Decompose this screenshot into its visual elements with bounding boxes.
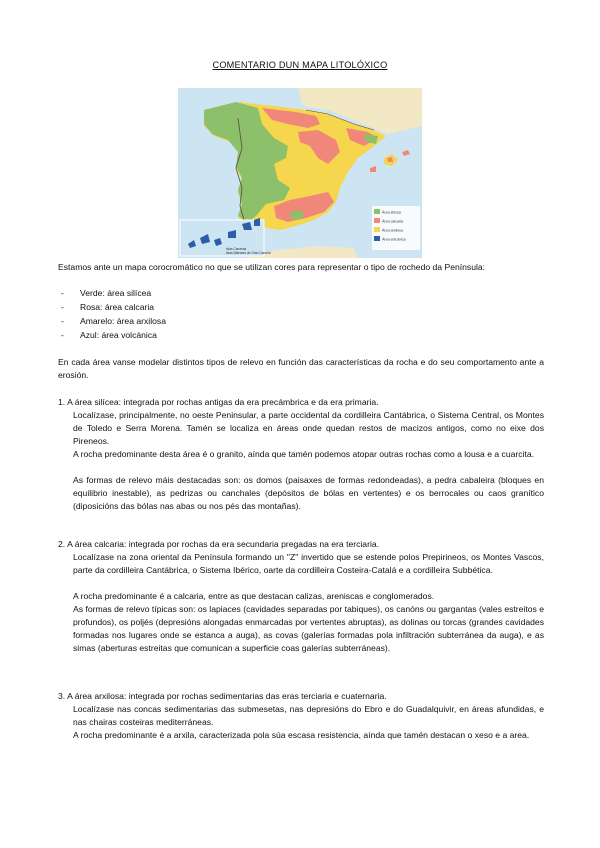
list-item-text: Amarelo: área arxilosa (80, 316, 166, 326)
inset-label: Islas Canarias (226, 247, 247, 251)
page-title: COMENTARIO DUN MAPA LITOLÓXICO (212, 60, 388, 70)
section-1-p1: Localízase, principalmente, no oeste Peninsular, a parte occidental da cordilleira Cantábrica, o Sistema Central, os Montes de Toledo e Serra Morena. Tamén se localiza en áreas onde quedan restos de macizos antigos, como no eixe dos Pireneos. (73, 410, 544, 446)
legend-swatch-arxilosa (374, 227, 380, 232)
paragraph-2: En cada área vanse modelar distintos tipos de relevo en función das características da rocha e do seu comportamento ante a erosión. (58, 357, 544, 380)
ibiza (370, 166, 376, 172)
legend-label-silicea: Área silícea (382, 210, 401, 215)
section-1-p3: As formas de relevo máis destacadas son: os domos (paisaxes de formas redondeadas), a pedra cabaleira (bloques en equilibrio inestable), as pedrizas ou canchales (depósitos de bólas en vertentes) e os berrocales ou caos granítico (diposicións das bólas nas abas ou nos pés das montañas). (73, 475, 544, 511)
menorca (402, 150, 410, 156)
inset-label-2: Islas Baleares de Gran Canaria (226, 251, 271, 255)
list-dash: - (61, 316, 64, 326)
section-3-heading: 3. A área arxilosa: integrada por rochas sedimentarias das eras terciaria e cuaternaria. (58, 691, 387, 701)
legend-label-calcaria: Área calcaria (382, 219, 403, 224)
section-2-p1: Localízase na zona oriental da Península formando un "Z" invertido que se estende polos Prepirineos, os Montes Vascos, parte da cordilleira Cantábrica, o Sistema Ibérico, oarte da cordilleira Costeira-Catalá e a cordilleira Subbética. (73, 552, 544, 575)
legend-swatch-silicea (374, 209, 380, 214)
section-2-heading: 2. A área calcaria: integrada por rochas da era secundaria pregadas na era terciaria. (58, 539, 380, 549)
list-dash: - (61, 288, 64, 298)
lithological-map (178, 88, 422, 258)
map-graphic (178, 88, 422, 258)
list-item-text: Azul: área volcánica (80, 330, 157, 340)
legend-label-arxilosa: Área arxilosa (382, 228, 403, 233)
section-2-p2: A rocha predominante é a calcaria, entre as que destacan calizas, areniscas e conglomerados. (73, 591, 435, 601)
legend-swatch-calcaria (374, 218, 380, 223)
section-3-p1: Localízase nas concas sedimentarias das submesetas, nas depresións do Ebro e do Guadalquivir, en áreas afundidas, e nas chairas costeiras mediterráneas. (73, 704, 544, 727)
section-2-p3: As formas de relevo típicas son: os lapiaces (cavidades separadas por tabiques), os canóns ou gargantas (vales estreitos e profundos), os poljés (depresións alongadas enmarcadas por vertentes abruptas), as dolinas ou torcas (grandes cavidades formadas nos lugares onde se estanca a auga), as covas (galerías formadas pola infiltración subterránea da auga), e as simas (aberturas estreitas que comunican a superficie coas galerías subterráneas). (73, 604, 544, 653)
list-dash: - (61, 330, 64, 340)
section-1-p2: A rocha predominante desta área é o granito, aínda que tamén podemos atopar outras rochas como a lousa e a cuarcita. (73, 449, 535, 459)
list-item-text: Verde: área silícea (80, 288, 152, 298)
list-item-text: Rosa: área calcaria (80, 302, 155, 312)
list-dash: - (61, 302, 64, 312)
section-1-heading: 1. A área silícea: integrada por rochas antigas da era precámbrica e da era primaria. (58, 397, 379, 407)
legend-label-volcanica: Área volcánica (382, 237, 406, 242)
intro-paragraph: Estamos ante un mapa corocromático no que se utilizan cores para representar o tipo de rochedo da Península: (58, 262, 486, 272)
section-3-p2: A rocha predominante é a arxila, caracterizada pola súa escasa resistencia, aínda que tamén destacan o xeso e a area. (73, 730, 530, 740)
legend-swatch-volcanica (374, 236, 380, 241)
